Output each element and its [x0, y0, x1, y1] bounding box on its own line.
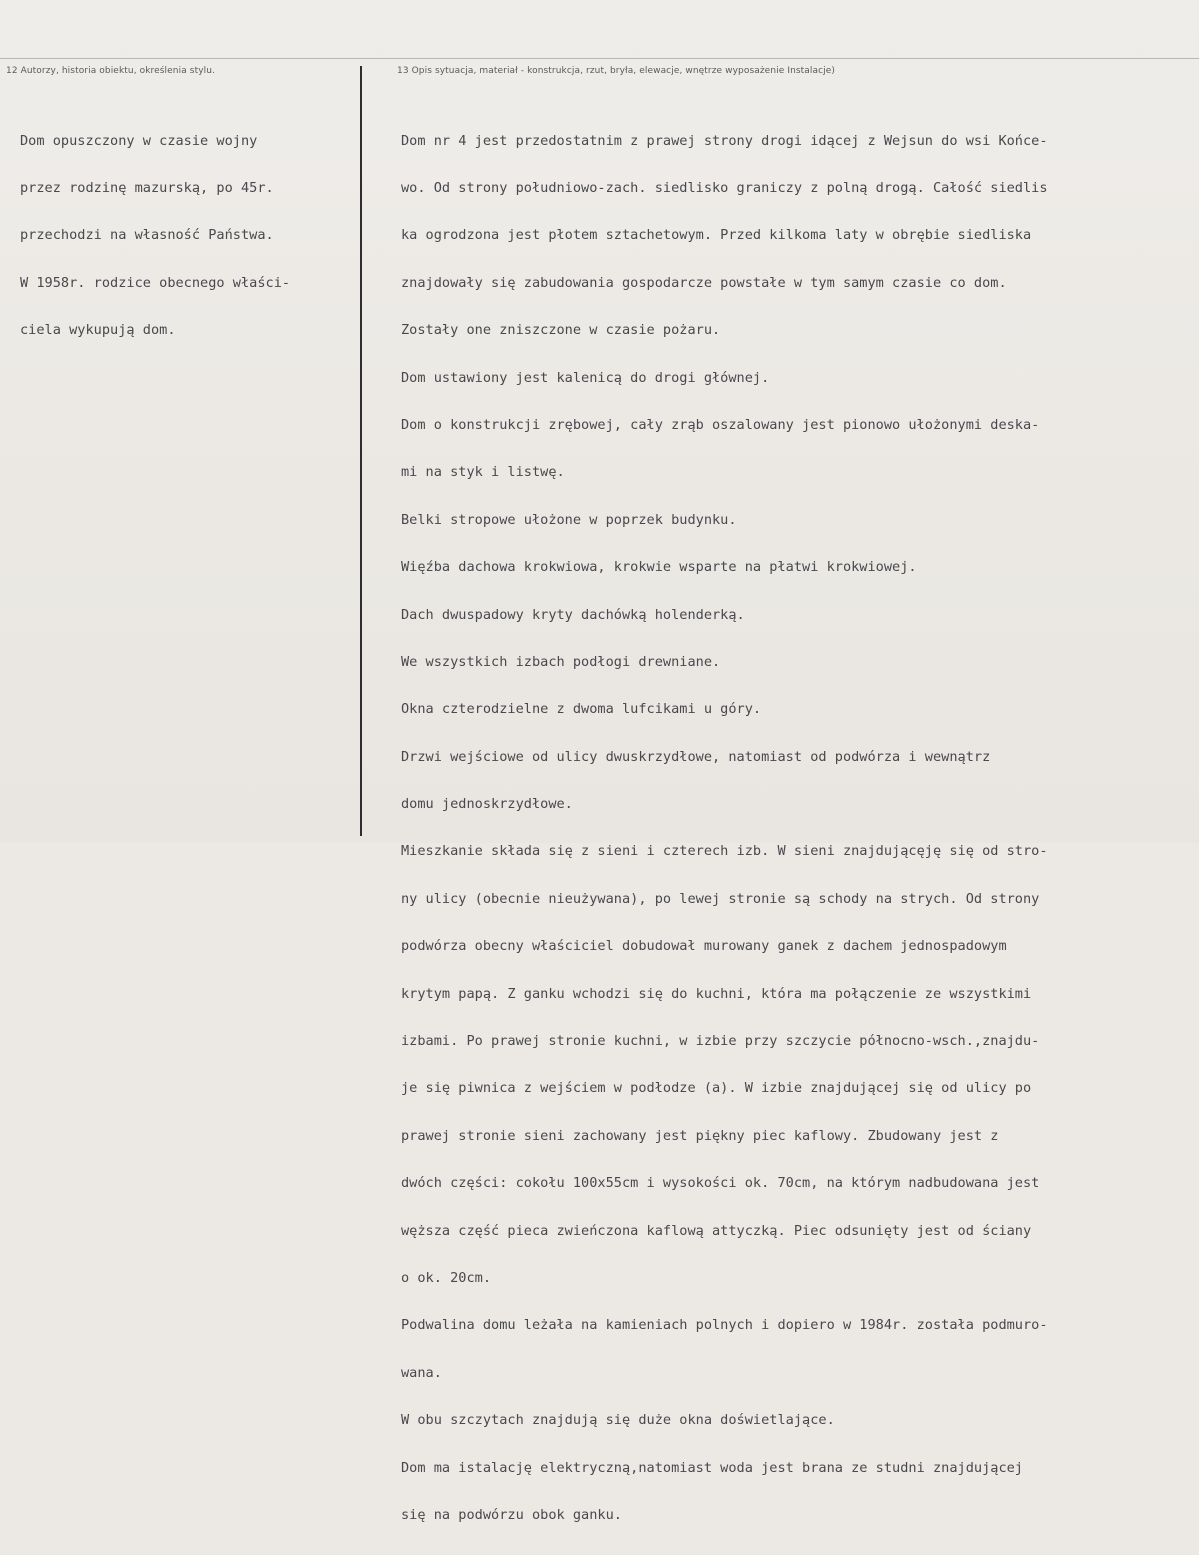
right-text-line: dwóch części: cokołu 100x55cm i wysokości ok. 70cm, na którym nadbudowana jest: [401, 1175, 1040, 1192]
right-text-line: krytym papą. Z ganku wchodzi się do kuchni, która ma połączenie ze wszystkimi: [401, 985, 1032, 1002]
left-text-line: W 1958r. rodzice obecnego właści-: [20, 274, 291, 291]
column-divider: [360, 66, 362, 836]
right-text-line: wana.: [401, 1364, 442, 1381]
right-text-line: Więźba dachowa krokwiowa, krokwie wsparte na płatwi krokwiowej.: [401, 559, 917, 576]
right-text-line: domu jednoskrzydłowe.: [401, 796, 573, 813]
right-text-line: Drzwi wejściowe od ulicy dwuskrzydłowe, natomiast od podwórza i wewnątrz: [401, 748, 991, 765]
right-column-header: 13 Opis sytuacja, materiał - konstrukcja, rzut, bryła, elewacje, wnętrze wyposażenie Instalacje): [397, 66, 836, 76]
left-text-line: ciela wykupują dom.: [20, 322, 176, 339]
left-column-text: [20, 102, 290, 371]
right-text-line: Mieszkanie składa się z sieni i czterech izb. W sieni znajdującęję się od stro-: [401, 843, 1048, 860]
right-text-line: Dom ustawiony jest kalenicą do drogi głównej.: [401, 369, 770, 386]
top-rule: [0, 58, 1199, 59]
right-text-line: izbami. Po prawej stronie kuchni, w izbie przy szczycie północno-wsch.,znajdu-: [401, 1033, 1040, 1050]
right-text-line: ka ogrodzona jest płotem sztachetowym. Przed kilkoma laty w obrębie siedliska: [401, 227, 1032, 244]
left-text-line: przechodzi na własność Państwa.: [20, 227, 274, 244]
left-text-line: Dom opuszczony w czasie wojny: [20, 132, 258, 149]
right-text-line: ny ulicy (obecnie nieużywana), po lewej stronie są schody na strych. Od strony: [401, 890, 1040, 907]
right-text-line: Dom nr 4 jest przedostatnim z prawej strony drogi idącej z Wejsun do wsi Końce-: [401, 132, 1048, 149]
right-text-line: Dom ma istalację elektryczną,natomiast woda jest brana ze studni znajdującej: [401, 1459, 1023, 1476]
right-text-line: się na podwórzu obok ganku.: [401, 1506, 622, 1523]
right-text-line: prawej stronie sieni zachowany jest piękny piec kaflowy. Zbudowany jest z: [401, 1127, 999, 1144]
right-text-line: Dach dwuspadowy kryty dachówką holenderką.: [401, 606, 745, 623]
right-text-line: węższa część pieca zwieńczona kaflową attyczką. Piec odsunięty jest od ściany: [401, 1222, 1032, 1239]
right-text-line: Zostały one zniszczone w czasie pożaru.: [401, 322, 721, 339]
right-text-line: Okna czterodzielne z dwoma lufcikami u góry.: [401, 701, 762, 718]
right-text-line: Dom o konstrukcji zrębowej, cały zrąb oszalowany jest pionowo ułożonymi deska-: [401, 416, 1040, 433]
right-text-line: podwórza obecny właściciel dobudował murowany ganek z dachem jednospadowym: [401, 938, 1007, 955]
right-text-line: W obu szczytach znajdują się duże okna doświetlające.: [401, 1412, 835, 1429]
right-text-line: je się piwnica z wejściem w podłodze (a). W izbie znajdującej się od ulicy po: [401, 1080, 1032, 1097]
right-text-line: Belki stropowe ułożone w poprzek budynku.: [401, 511, 737, 528]
right-text-line: Podwalina domu leżała na kamieniach polnych i dopiero w 1984r. została podmuro-: [401, 1317, 1048, 1334]
right-text-line: wo. Od strony południowo-zach. siedlisko graniczy z polną drogą. Całość siedlis: [401, 179, 1048, 196]
right-text-line: o ok. 20cm.: [401, 1269, 492, 1286]
left-text-line: przez rodzinę mazurską, po 45r.: [20, 179, 274, 196]
left-column-header: 12 Autorzy, historia obiektu, określenia stylu.: [6, 66, 215, 76]
right-text-line: znajdowały się zabudowania gospodarcze powstałe w tym samym czasie co dom.: [401, 274, 1007, 291]
right-text-line: We wszystkich izbach podłogi drewniane.: [401, 653, 721, 670]
right-column-text: [401, 102, 1048, 1555]
right-text-line: mi na styk i listwę.: [401, 464, 565, 481]
